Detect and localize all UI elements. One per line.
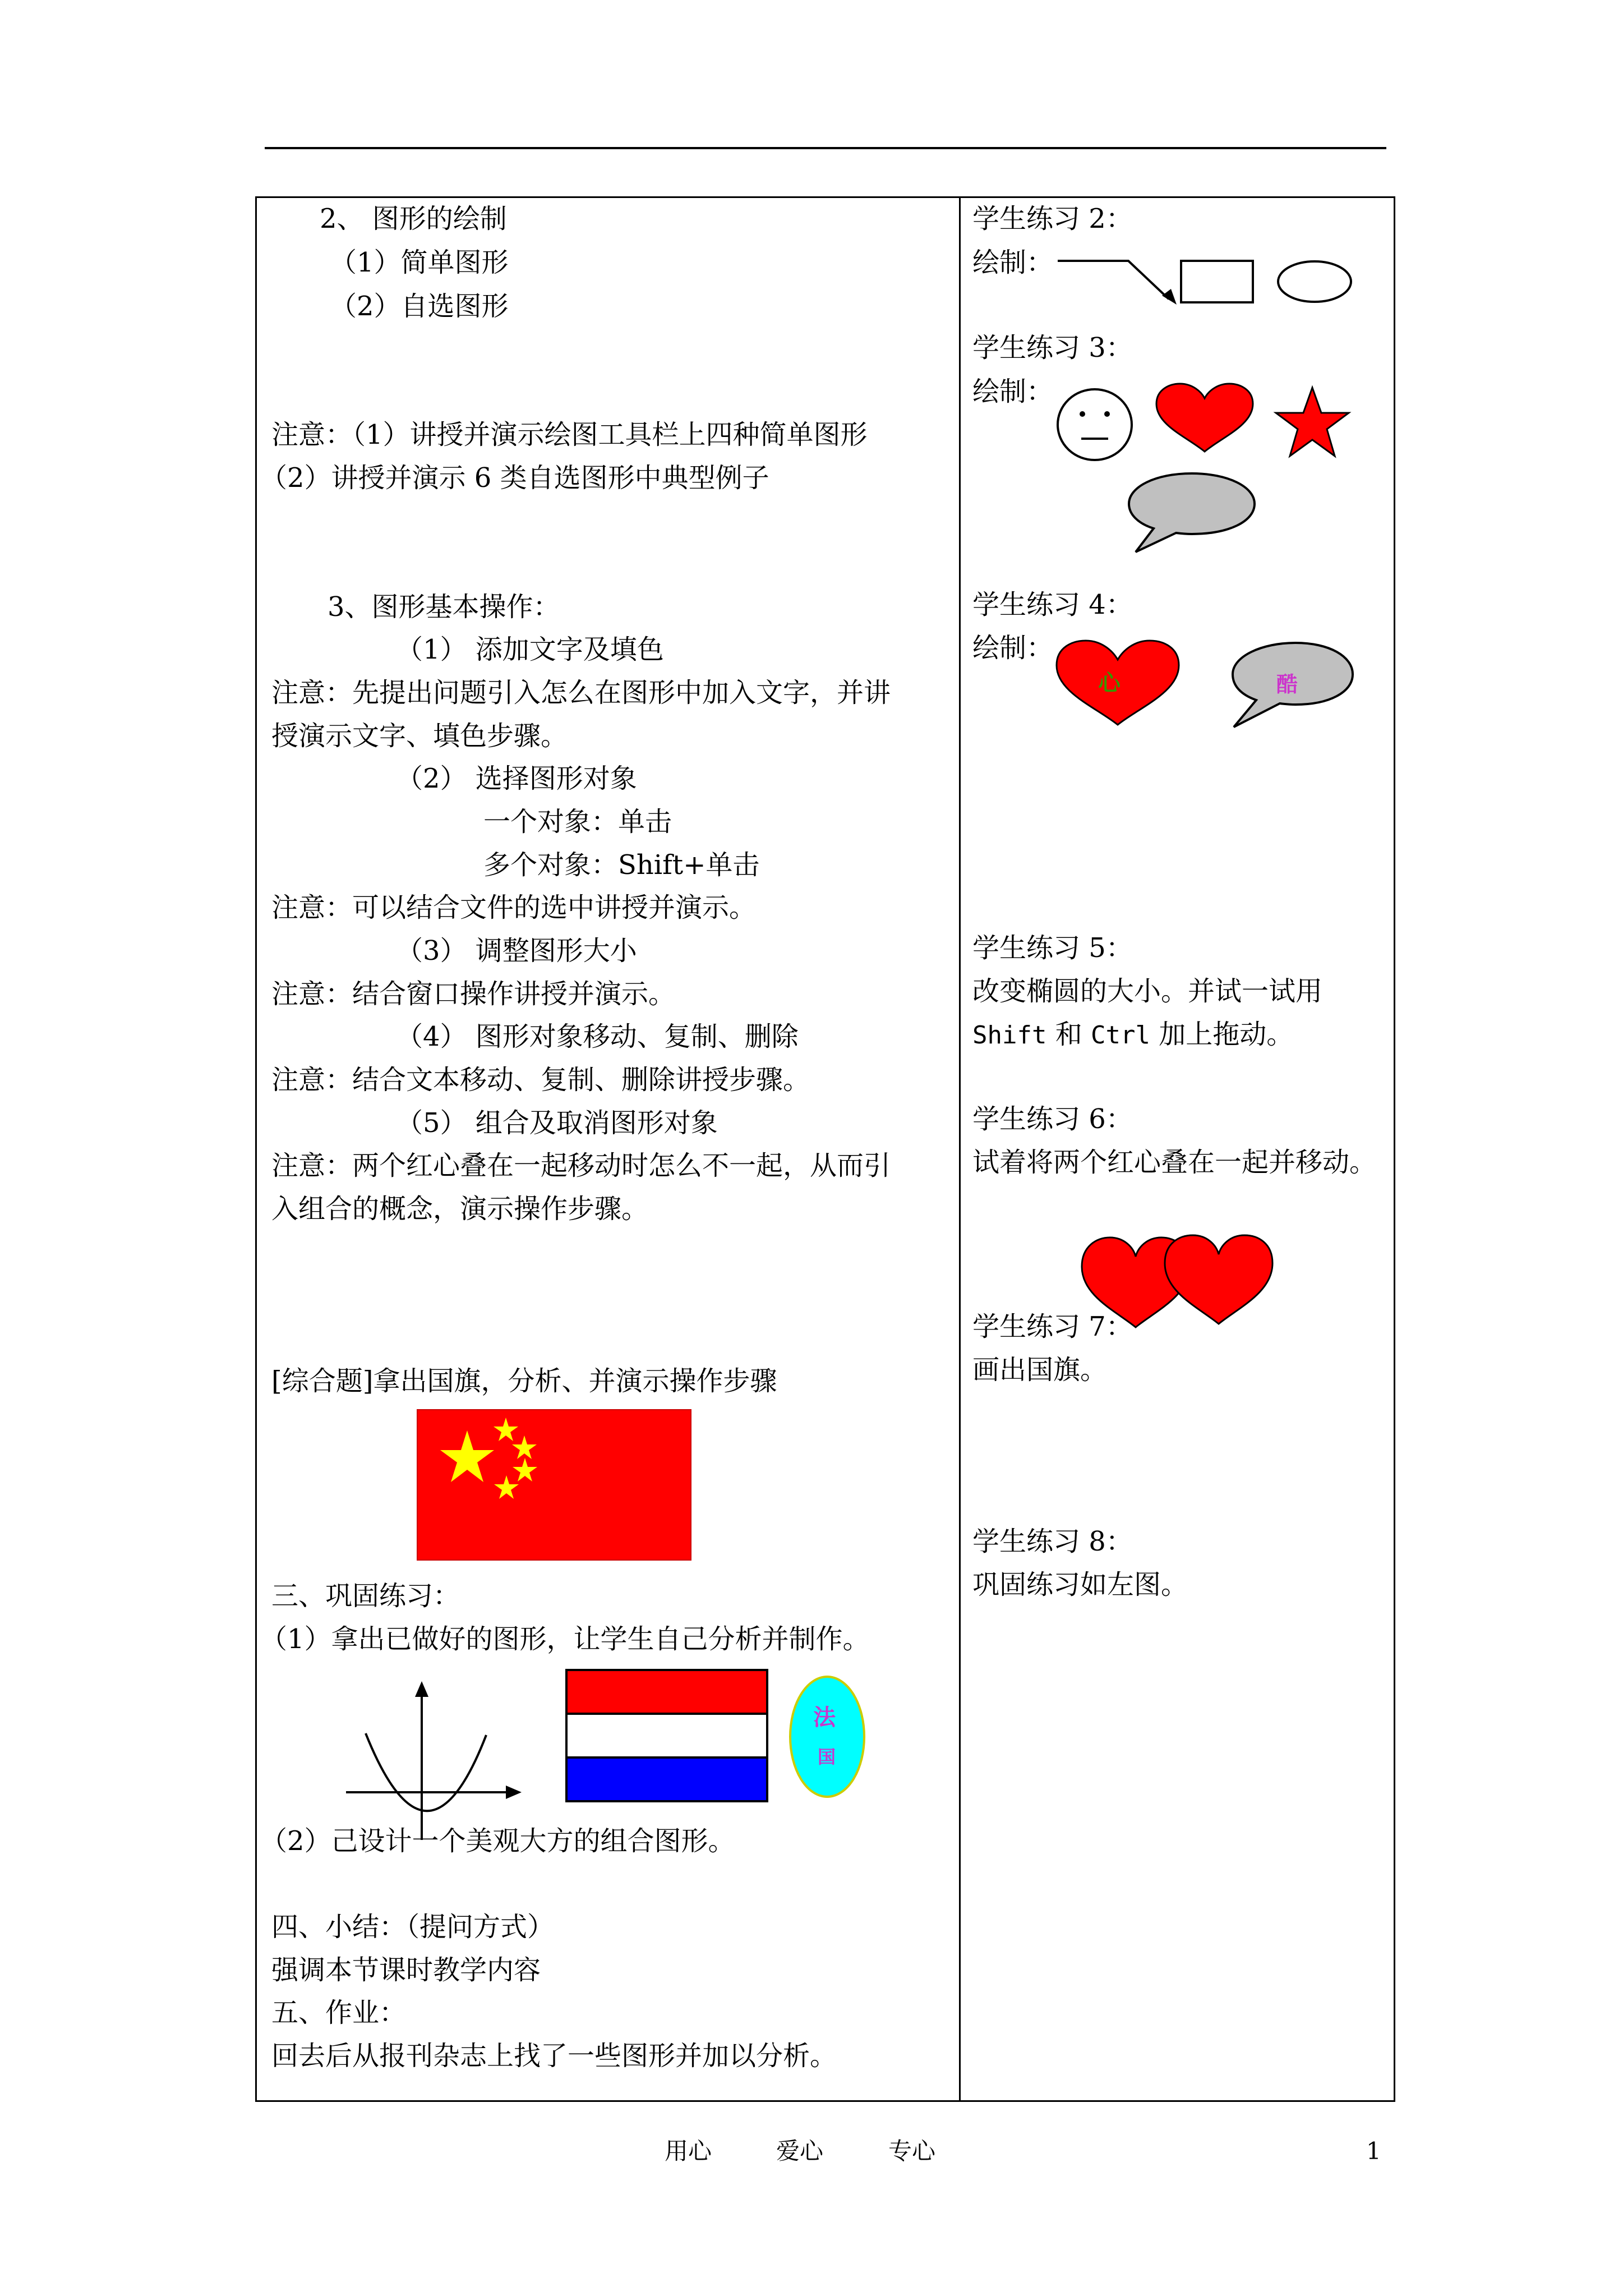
china-flag (417, 1409, 691, 1561)
op-4: （4） 图形对象移动、复制、删除 (396, 1021, 799, 1052)
heart-text: 心 (1098, 670, 1121, 696)
section-homework: 五、作业： (271, 1997, 407, 2028)
section-consolidate: 三、巩固练习： (271, 1580, 460, 1612)
heart-icon (1154, 381, 1255, 454)
exercise-5-line-1: 改变椭圆的大小。并试一试用 (972, 976, 1323, 1007)
section-3-title: 3、图形基本操作： (328, 591, 560, 623)
footer-word-2: 爱心 (776, 2137, 824, 2165)
footer-word-3: 专心 (888, 2137, 936, 2165)
exercise-8-body: 巩固练习如左图。 (972, 1569, 1188, 1600)
footer-word-1: 用心 (665, 2137, 712, 2165)
note-op2: 注意：可以结合文件的选中讲授并演示。 (271, 892, 757, 923)
note-1b: （2）讲授并演示 6 类自选图形中典型例子 (260, 462, 769, 494)
section-2-item-2: （2）自选图形 (330, 291, 509, 322)
tricolor-flag (565, 1669, 768, 1802)
exercise-8: 学生练习 8： (972, 1526, 1133, 1557)
op-2: （2） 选择图形对象 (396, 763, 637, 794)
note-op5a: 注意：两个红心叠在一起移动时怎么不一起，从而引 (271, 1150, 891, 1181)
table-column-divider (959, 196, 961, 2102)
star-icon (1273, 386, 1352, 459)
ctrl-key-text: Ctrl (1090, 1021, 1150, 1050)
page-number: 1 (1366, 2137, 1381, 2165)
exercise-6-body: 试着将两个红心叠在一起并移动。 (972, 1147, 1377, 1178)
exercise-6: 学生练习 6： (972, 1103, 1133, 1135)
note-op1b: 授演示文字、填色步骤。 (271, 720, 568, 752)
exercise-7-body: 画出国旗。 (972, 1354, 1108, 1386)
note-op4: 注意：结合文本移动、复制、删除讲授步骤。 (271, 1064, 810, 1096)
header-rule (265, 147, 1386, 149)
parabola-graph (343, 1680, 523, 1843)
oval-label-2: 国 (818, 1746, 836, 1768)
op-2-multi: 多个对象：Shift+单击 (483, 849, 760, 881)
bubble-text: 酷 (1276, 672, 1298, 697)
op-5: （5） 组合及取消图形对象 (396, 1107, 718, 1139)
exercise-7: 学生练习 7： (972, 1311, 1133, 1342)
exercise-3: 学生练习 3： (972, 332, 1133, 364)
op-3: （3） 调整图形大小 (396, 935, 637, 967)
note-1a: 注意：（1）讲授并演示绘图工具栏上四种简单图形 (271, 419, 868, 450)
exercise-2-draw: 绘制： (972, 247, 1054, 278)
drag-text: 加上拖动。 (1150, 1019, 1294, 1050)
exercise-4-draw: 绘制： (972, 632, 1054, 664)
exercise-5: 学生练习 5： (972, 932, 1133, 964)
note-op1a: 注意：先提出问题引入怎么在图形中加入文字，并讲 (271, 677, 891, 708)
section-2-item-1: （1）简单图形 (330, 247, 509, 278)
smiley-face-icon (1055, 387, 1134, 463)
comprehensive-task: [综合题]拿出国旗，分析、并演示操作步骤 (271, 1365, 777, 1397)
oval-label-1: 法 (813, 1705, 836, 1731)
cyan-oval (788, 1674, 866, 1799)
section-2-title: 2、 图形的绘制 (320, 203, 507, 234)
section-summary: 四、小结：（提问方式） (271, 1911, 555, 1943)
exercise-3-draw: 绘制： (972, 376, 1054, 407)
exercise-4: 学生练习 4： (972, 589, 1133, 620)
op-1: （1） 添加文字及填色 (396, 634, 664, 665)
summary-body: 强调本节课时教学内容 (271, 1954, 541, 1986)
exercise-2-shapes (1057, 255, 1359, 311)
homework-body: 回去后从报刊杂志上找了一些图形并加以分析。 (271, 2040, 837, 2072)
speech-bubble-icon (1124, 470, 1259, 554)
note-op5b: 入组合的概念，演示操作步骤。 (271, 1193, 649, 1225)
shift-key-text: Shift (972, 1021, 1047, 1050)
consolidate-2: （2）己设计一个美观大方的组合图形。 (260, 1825, 735, 1857)
op-2-single: 一个对象：单击 (483, 806, 672, 838)
consolidate-1: （1）拿出已做好的图形，让学生自己分析并制作。 (260, 1623, 870, 1655)
and-text: 和 (1046, 1019, 1091, 1050)
note-op3: 注意：结合窗口操作讲授并演示。 (271, 978, 676, 1010)
exercise-5-line-2 (972, 1018, 1293, 1052)
exercise-2: 学生练习 2： (972, 203, 1133, 234)
